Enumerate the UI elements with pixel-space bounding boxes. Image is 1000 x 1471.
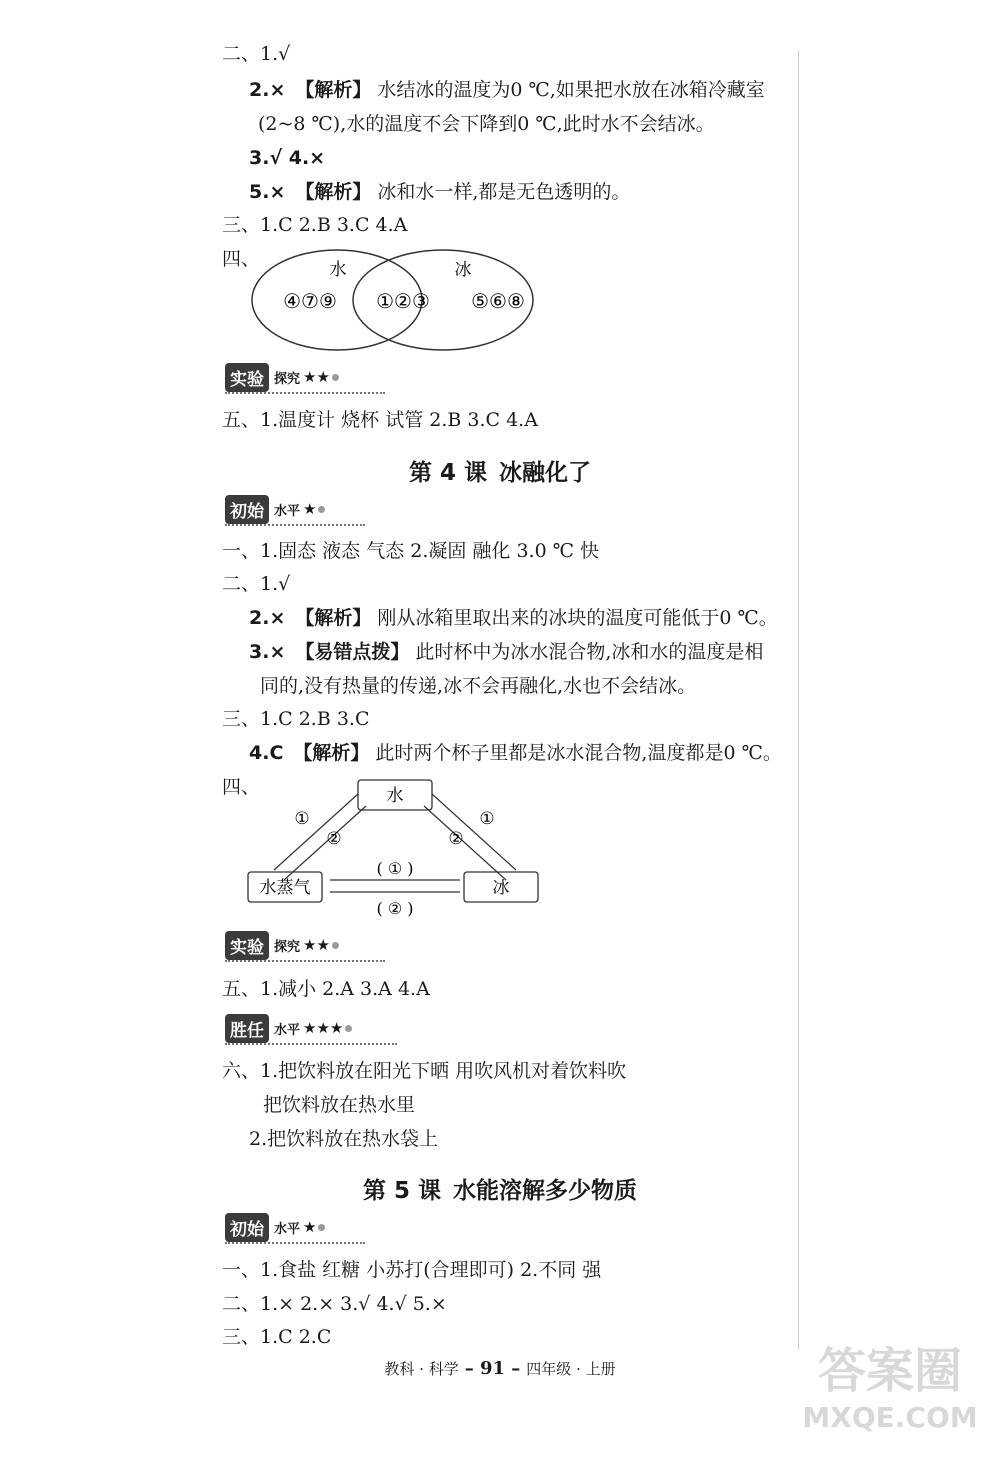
answer-liu-2: 2.把饮料放在热水袋上 [249, 1128, 439, 1150]
label-left-2: ② [326, 829, 342, 849]
answer-er: 二、1.× 2.× 3.√ 4.√ 5.× [222, 1293, 447, 1315]
answer-er-2: 2.× 【解析】 水结冰的温度为0 ℃,如果把水放在冰箱冷藏室 [249, 79, 765, 101]
answer-er-3: 3.× 【易错点拨】 此时杯中为冰水混合物,冰和水的温度是相 [249, 641, 764, 663]
label-mid-1: ( ① ) [376, 859, 414, 878]
answer-er-3-cont: 同的,没有热量的传递,冰不会再融化,水也不会结冰。 [260, 675, 697, 697]
badge-competent: 胜任 水平 ★★★ [225, 1013, 397, 1043]
badge-initial: 初始 水平 ★ [225, 494, 365, 524]
venn-right-only: ⑤⑥⑧ [471, 289, 525, 313]
watermark: 答案圈 MXQE.COM [802, 1343, 978, 1434]
answer-liu-1-cont: 把饮料放在热水里 [263, 1094, 416, 1116]
arrow-water-vapor [274, 794, 358, 870]
label-mid-2: ( ② ) [376, 899, 414, 918]
answer-liu-1: 六、1.把饮料放在阳光下晒 用吹风机对着饮料吹 [222, 1060, 627, 1082]
answer-wu: 五、1.温度计 烧杯 试管 2.B 3.C 4.A [222, 409, 538, 431]
answer-si: 四、 [222, 776, 261, 798]
venn-right-label: 冰 [454, 260, 472, 280]
answer-er-2-cont: (2~8 ℃),水的温度不会下降到0 ℃,此时水不会结冰。 [258, 113, 715, 135]
arrow-water-ice [432, 794, 516, 870]
answer-er-2: 2.× 【解析】 刚从冰箱里取出来的冰块的温度可能低于0 ℃。 [249, 607, 778, 629]
margin-line [798, 50, 799, 1350]
answer-san-4: 4.C 【解析】 此时两个杯子里都是冰水混合物,温度都是0 ℃。 [249, 742, 782, 764]
answer-er-1: 二、1.√ [222, 43, 291, 65]
lesson-4-title: 第 4 课 冰融化了 [408, 460, 592, 486]
state-change-diagram [240, 772, 550, 920]
answer-san: 三、1.C 2.C [222, 1326, 332, 1348]
venn-diagram [245, 245, 565, 355]
venn-both: ①②③ [376, 289, 430, 313]
answer-yi: 一、1.固态 液态 气态 2.凝固 融化 3.0 ℃ 快 [222, 540, 600, 562]
answer-si: 四、 [222, 248, 261, 270]
badge-experiment: 实验 探究 ★★ [225, 362, 385, 392]
venn-left-label: 水 [329, 260, 347, 280]
answer-yi: 一、1.食盐 红糖 小苏打(合理即可) 2.不同 强 [222, 1259, 602, 1281]
label-ice: 冰 [492, 878, 510, 898]
label-right-2: ② [448, 829, 464, 849]
answer-er-1: 二、1.√ [222, 573, 291, 595]
answer-san: 三、1.C 2.B 3.C 4.A [222, 214, 408, 236]
answer-er-5: 5.× 【解析】 冰和水一样,都是无色透明的。 [249, 181, 631, 203]
label-vapor: 水蒸气 [259, 878, 311, 898]
answer-er-3-4: 3.√ 4.× [249, 147, 326, 169]
label-water: 水 [386, 786, 404, 806]
answer-san: 三、1.C 2.B 3.C [222, 708, 370, 730]
lesson-5-title: 第 5 课 水能溶解多少物质 [362, 1178, 638, 1204]
venn-left-only: ④⑦⑨ [283, 289, 337, 313]
page-number: – 91 – [464, 1358, 521, 1379]
answer-wu: 五、1.减小 2.A 3.A 4.A [222, 978, 430, 1000]
badge-experiment: 实验 探究 ★★ [225, 930, 385, 960]
label-left-1: ① [294, 809, 310, 829]
page-footer: 教科 · 科学 – 91 – 四年级 · 上册 [384, 1358, 616, 1379]
label-right-1: ① [479, 809, 495, 829]
badge-initial: 初始 水平 ★ [225, 1212, 365, 1242]
